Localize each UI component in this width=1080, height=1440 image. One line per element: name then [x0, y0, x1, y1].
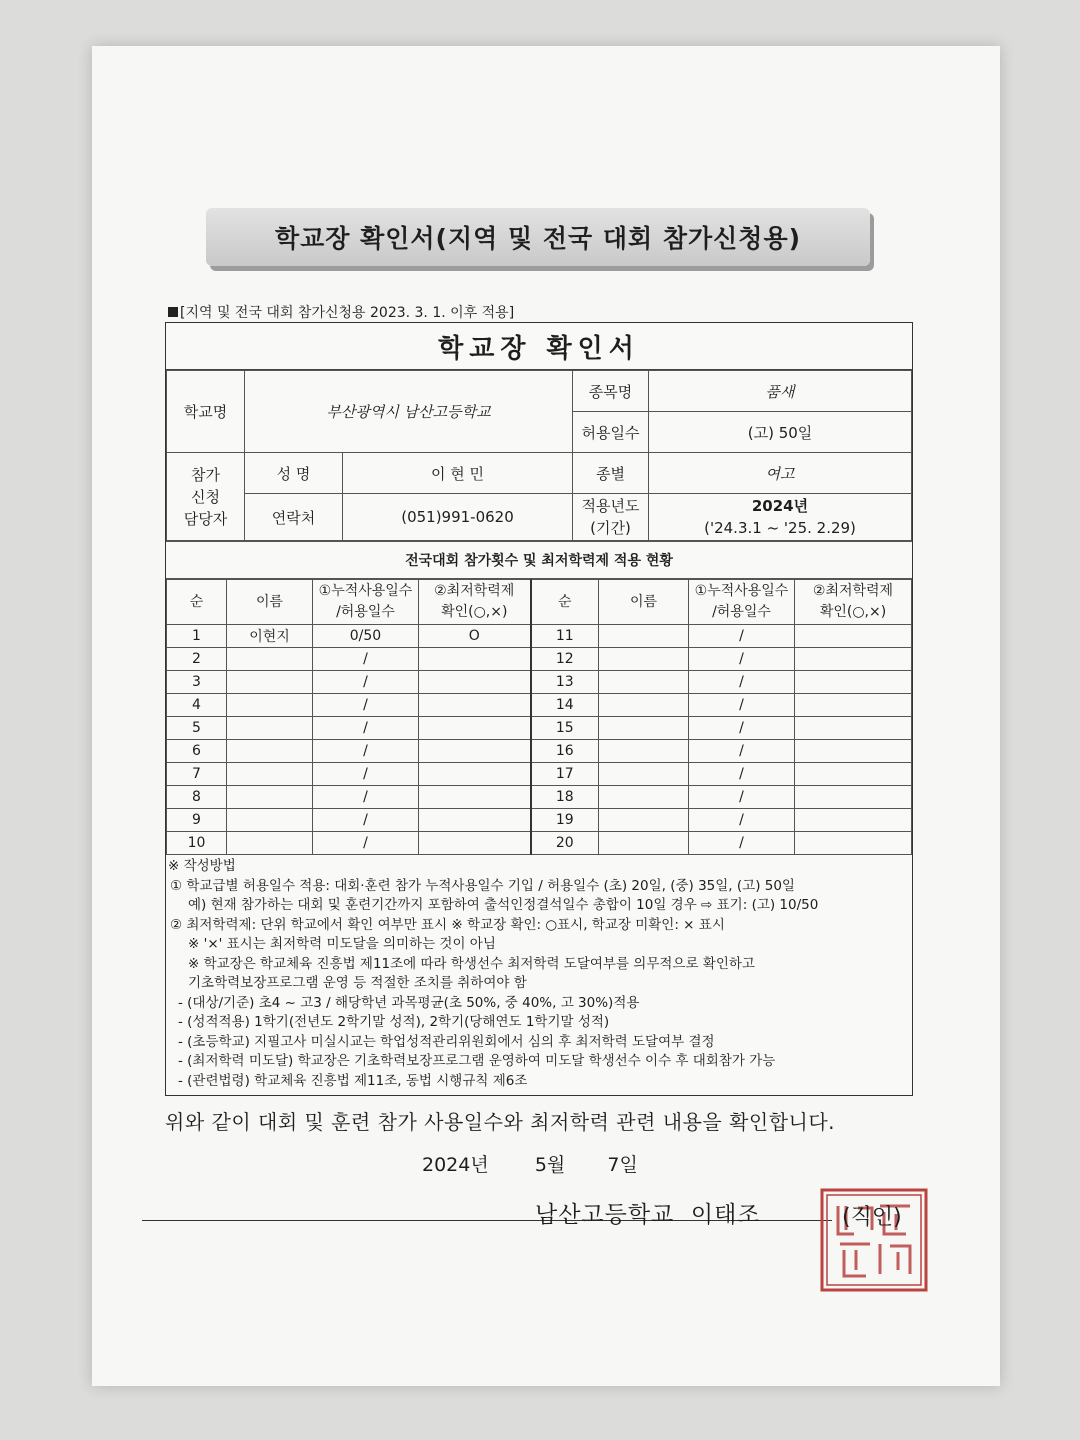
row-check-cell: [795, 694, 912, 717]
period-value: ('24.3.1 ~ '25. 2.29): [704, 519, 856, 537]
row-name-cell: [227, 694, 313, 717]
writing-instructions: [166, 855, 912, 1095]
note-line: - (최저학력 미도달) 학교장은 기초학력보장프로그램 운영하여 미도달 학생선수 이수 후 대회참가 가능: [178, 1053, 776, 1069]
row-no-cell: 16: [531, 740, 599, 763]
row-check-cell: [419, 717, 531, 740]
row-name-cell: [227, 717, 313, 740]
row-name-cell: [599, 717, 689, 740]
contact-value: (051)991-0620: [343, 494, 573, 541]
form-title: 학교장 확인서: [166, 323, 912, 370]
application-note-text: [지역 및 전국 대회 참가신청용 2023. 3. 1. 이후 적용]: [180, 305, 515, 321]
table-row: [167, 832, 912, 855]
row-days-cell: /: [313, 740, 419, 763]
row-no-cell: 7: [167, 763, 227, 786]
table-row: [167, 809, 912, 832]
year-value: 2024년: [751, 497, 809, 515]
row-no-cell: 11: [531, 625, 599, 648]
date-year: 2024년: [422, 1154, 489, 1176]
row-no-cell: 5: [167, 717, 227, 740]
row-check-cell: [795, 763, 912, 786]
seal-label: (직인): [842, 1205, 902, 1230]
header-no: 순: [167, 580, 227, 625]
row-name-cell: [227, 763, 313, 786]
row-check-cell: [419, 786, 531, 809]
note-line: 기초학력보장프로그램 운영 등 적절한 조치를 취하여야 함: [188, 975, 527, 991]
note-line: - (관련법령) 학교체육 진흥법 제11조, 동법 시행규칙 제6조: [178, 1072, 528, 1089]
row-name-cell: [227, 786, 313, 809]
header-check: ②최저학력제 확인(○,×): [419, 580, 531, 625]
row-no-cell: 9: [167, 809, 227, 832]
document-banner-title: 학교장 확인서(지역 및 전국 대회 참가신청용): [206, 208, 870, 266]
note-line: ※ 학교장은 학교체육 진흥법 제11조에 따라 학생선수 최저학력 도달여부를 의무적으로 확인하고: [188, 955, 755, 972]
row-name-cell: [227, 648, 313, 671]
table-row: [167, 648, 912, 671]
row-no-cell: 4: [167, 694, 227, 717]
row-no-cell: 20: [531, 832, 599, 855]
row-name-cell: 이현지: [227, 625, 313, 648]
note-line: ② 최저학력제: 단위 학교에서 확인 여부만 표시 ※ 학교장 확인: ○표시, 학교장 미확인: × 표시: [170, 916, 725, 933]
header-name: 이름: [599, 580, 689, 625]
row-name-cell: [227, 740, 313, 763]
row-days-cell: /: [313, 648, 419, 671]
note-line: - (성적적용) 1학기(전년도 2학기말 성적), 2학기(당해연도 1학기말 성적): [178, 1014, 610, 1030]
row-check-cell: [795, 740, 912, 763]
note-line: - (초등학교) 지필고사 미실시교는 학업성적관리위원회에서 심의 후 최저학력 도달여부 결정: [178, 1033, 715, 1050]
row-days-cell: /: [689, 648, 795, 671]
row-name-cell: [599, 832, 689, 855]
row-check-cell: [795, 717, 912, 740]
allowed-days-label: 허용일수: [573, 412, 649, 453]
row-days-cell: /: [313, 717, 419, 740]
square-bullet-icon: [168, 307, 178, 317]
event-value: 품새: [649, 371, 912, 412]
table-row: [167, 694, 912, 717]
row-check-cell: [419, 832, 531, 855]
application-note: [168, 302, 514, 322]
row-no-cell: 18: [531, 786, 599, 809]
row-days-cell: /: [689, 786, 795, 809]
year-label: 적용년도 (기간): [573, 494, 649, 541]
row-no-cell: 14: [531, 694, 599, 717]
row-days-cell: /: [689, 740, 795, 763]
header-days: ①누적사용일수 /허용일수: [313, 580, 419, 625]
row-days-cell: /: [313, 786, 419, 809]
row-check-cell: [419, 648, 531, 671]
row-name-cell: [599, 809, 689, 832]
row-days-cell: 0/50: [313, 625, 419, 648]
row-no-cell: 19: [531, 809, 599, 832]
table-row: [167, 786, 912, 809]
note-line: ※ '×' 표시는 최저학력 미도달을 의미하는 것이 아님: [188, 936, 496, 952]
row-name-cell: [599, 625, 689, 648]
row-check-cell: [419, 763, 531, 786]
row-no-cell: 10: [167, 832, 227, 855]
confirmation-statement: 위와 같이 대회 및 훈련 참가 사용일수와 최저학력 관련 내용을 확인합니다.: [165, 1110, 836, 1134]
allowed-days-value: (고) 50일: [649, 412, 912, 453]
row-check-cell: [795, 671, 912, 694]
table-row: [167, 671, 912, 694]
school-value: 부산광역시 남산고등학교: [245, 371, 573, 453]
row-no-cell: 12: [531, 648, 599, 671]
row-check-cell: [795, 809, 912, 832]
header-check: ②최저학력제 확인(○,×): [795, 580, 912, 625]
status-table: [166, 579, 912, 855]
row-check-cell: [419, 694, 531, 717]
row-no-cell: 2: [167, 648, 227, 671]
row-no-cell: 8: [167, 786, 227, 809]
row-days-cell: /: [313, 809, 419, 832]
row-name-cell: [599, 671, 689, 694]
header-name: 이름: [227, 580, 313, 625]
row-check-cell: [419, 809, 531, 832]
table-row: [167, 625, 912, 648]
row-check-cell: [795, 648, 912, 671]
row-no-cell: 15: [531, 717, 599, 740]
row-check-cell: [419, 671, 531, 694]
row-name-cell: [227, 832, 313, 855]
note-line: ※ 작성방법: [168, 858, 236, 874]
row-no-cell: 3: [167, 671, 227, 694]
row-no-cell: 6: [167, 740, 227, 763]
row-name-cell: [599, 763, 689, 786]
row-days-cell: /: [689, 717, 795, 740]
issue-date: [422, 1150, 638, 1177]
row-name-cell: [227, 809, 313, 832]
row-no-cell: 1: [167, 625, 227, 648]
row-days-cell: /: [689, 671, 795, 694]
signer-name: 남산고등학교 이태조: [535, 1202, 761, 1228]
row-days-cell: /: [313, 763, 419, 786]
row-check-cell: [795, 832, 912, 855]
row-name-cell: [599, 648, 689, 671]
confirmation-form: [165, 322, 913, 1096]
event-label: 종목명: [573, 371, 649, 412]
row-days-cell: /: [313, 671, 419, 694]
row-days-cell: /: [689, 809, 795, 832]
row-days-cell: /: [689, 694, 795, 717]
row-check-cell: [419, 740, 531, 763]
table-row: [167, 763, 912, 786]
table-row: [167, 740, 912, 763]
row-days-cell: /: [689, 763, 795, 786]
row-days-cell: /: [689, 832, 795, 855]
row-check-cell: [795, 786, 912, 809]
note-line: - (대상/기준) 초4 ~ 고3 / 해당학년 과목평균(초 50%, 중 40%, 고 30%)적용: [178, 994, 640, 1011]
note-line: 예) 현재 참가하는 대회 및 훈련기간까지 포함하여 출석인정결석일수 총합이 10일 경우 ⇨ 표기: (고) 10/50: [188, 897, 819, 913]
school-label: 학교명: [167, 371, 245, 453]
category-value: 여고: [649, 453, 912, 494]
applicant-label: 참가 신청 담당자: [167, 453, 245, 541]
year-cell: [649, 494, 912, 541]
row-days-cell: /: [313, 832, 419, 855]
row-no-cell: 13: [531, 671, 599, 694]
row-no-cell: 17: [531, 763, 599, 786]
note-line: ① 학교급별 허용일수 적용: 대회·훈련 참가 누적사용일수 기입 / 허용일수 (초) 20일, (중) 35일, (고) 50일: [170, 877, 795, 894]
row-name-cell: [599, 786, 689, 809]
category-label: 종별: [573, 453, 649, 494]
header-days: ①누적사용일수 /허용일수: [689, 580, 795, 625]
row-name-cell: [227, 671, 313, 694]
row-days-cell: /: [689, 625, 795, 648]
row-name-cell: [599, 740, 689, 763]
row-name-cell: [599, 694, 689, 717]
contact-label: 연락처: [245, 494, 343, 541]
row-days-cell: /: [313, 694, 419, 717]
name-label: 성 명: [245, 453, 343, 494]
date-month: 5월: [534, 1154, 566, 1176]
section-title: 전국대회 참가횟수 및 최저학력제 적용 현황: [166, 541, 912, 579]
table-row: [167, 717, 912, 740]
name-value: 이 현 민: [343, 453, 573, 494]
row-check-cell: O: [419, 625, 531, 648]
info-table: [166, 370, 912, 541]
date-day: 7일: [607, 1154, 638, 1176]
header-no: 순: [531, 580, 599, 625]
row-check-cell: [795, 625, 912, 648]
